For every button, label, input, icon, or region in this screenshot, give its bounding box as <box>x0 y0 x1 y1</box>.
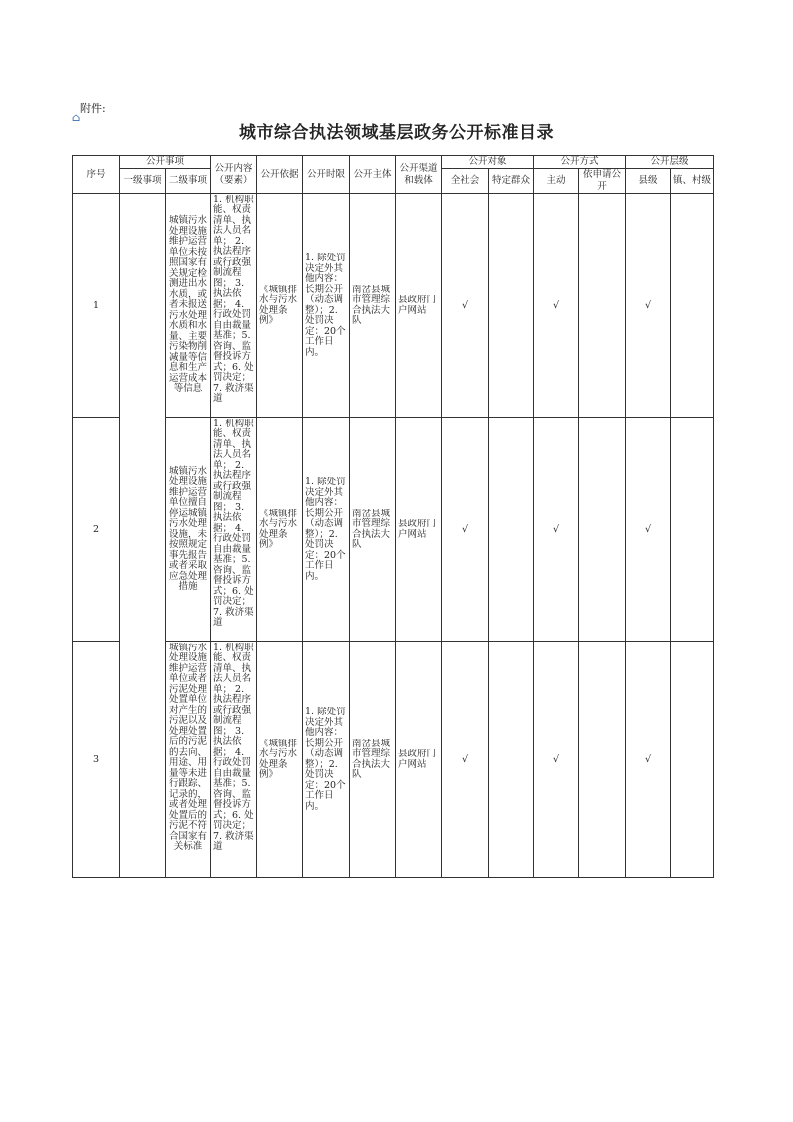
row-channel: 县政府门户网站 <box>398 519 437 540</box>
row-subject: 南岔县城市管理综合执法大队 <box>352 284 391 326</box>
row-time: 1. 除处罚决定外其他内容：长期公开（动态调整）；2. 处罚决定：20个工作日内。 <box>305 253 346 358</box>
header-target-group: 公开对象 <box>442 156 534 169</box>
row-county: √ <box>626 642 671 878</box>
row-basis: 《城镇排水与污水处理条例》 <box>259 284 298 326</box>
table-row <box>73 418 714 642</box>
row-county: √ <box>626 418 671 642</box>
row-content: 1. 机构职能、权责清单、执法人员名单； 2. 执法程序或行政强制流程图； 3. 执法依据； 4. 行政处罚自由裁量基准；5. 咨询、监督投诉方式；6. 处罚决定； 7. 救济渠道 <box>213 194 254 404</box>
row-all-society: √ <box>442 642 489 878</box>
home-icon: ⌂ <box>72 111 81 124</box>
header-mode-group: 公开方式 <box>534 156 626 169</box>
row-active: √ <box>534 642 579 878</box>
row-subject: 南岔县城市管理综合执法大队 <box>352 508 391 550</box>
row-basis: 《城镇排水与污水处理条例》 <box>259 508 298 550</box>
row-level1 <box>120 194 166 878</box>
header-subject: 公开主体 <box>350 156 396 194</box>
catalog-table <box>72 155 714 878</box>
header-level-group: 公开层级 <box>626 156 714 169</box>
page-title: 城市综合执法领域基层政务公开标准目录 <box>239 123 554 143</box>
row-active: √ <box>534 194 579 418</box>
attachment-label: 附件: <box>80 102 106 115</box>
row-level2: 城镇污水处理设施维护运营单位或者污泥处理处置单位对产生的污泥以及处理处置后的污泥的去向、用途、用量等未进行跟踪、记录的，或者处理处置后的污泥不符合国家有关标准 <box>169 642 208 852</box>
header-row-1 <box>73 156 714 169</box>
row-channel: 县政府门户网站 <box>398 749 437 770</box>
header-basis: 公开依据 <box>257 156 303 194</box>
row-channel: 县政府门户网站 <box>398 295 437 316</box>
header-time: 公开时限 <box>303 156 350 194</box>
row-county: √ <box>626 194 671 418</box>
table-row <box>73 194 714 418</box>
row-on-request <box>579 418 626 642</box>
header-channel: 公开渠道和载体 <box>396 156 442 194</box>
row-time: 1. 除处罚决定外其他内容：长期公开（动态调整）；2. 处罚决定：20个工作日内。 <box>305 707 346 812</box>
row-active: √ <box>534 418 579 642</box>
header-seq: 序号 <box>73 156 120 194</box>
row-level2: 城镇污水处理设施维护运营单位擅自停运城镇污水处理设施，未按照规定事先报告或者采取应急处理措施 <box>169 465 208 592</box>
row-town <box>671 418 714 642</box>
header-active: 主动 <box>534 169 579 194</box>
row-all-society: √ <box>442 418 489 642</box>
row-basis: 《城镇排水与污水处理条例》 <box>259 738 298 780</box>
row-specific <box>489 642 534 878</box>
header-all-society: 全社会 <box>442 169 489 194</box>
row-seq: 3 <box>73 642 120 878</box>
row-on-request <box>579 194 626 418</box>
header-level2: 二级事项 <box>166 169 211 194</box>
row-seq: 1 <box>73 194 120 418</box>
row-town <box>671 194 714 418</box>
row-subject: 南岔县城市管理综合执法大队 <box>352 738 391 780</box>
row-content: 1. 机构职能、权责清单、执法人员名单； 2. 执法程序或行政强制流程图； 3. 执法依据； 4. 行政处罚自由裁量基准；5. 咨询、监督投诉方式；6. 处罚决定； 7. 救济渠道 <box>213 642 254 852</box>
header-items-group: 公开事项 <box>120 156 211 169</box>
row-town <box>671 642 714 878</box>
header-town: 镇、村级 <box>671 169 714 194</box>
header-specific: 特定群众 <box>489 169 534 194</box>
row-level2: 城镇污水处理设施维护运营单位未按照国家有关规定检测进出水水质，或者未报送污水处理水质和水量、主要污染物削减量等信息和生产运营成本等信息 <box>169 215 208 395</box>
header-content: 公开内容（要素） <box>211 156 257 194</box>
row-specific <box>489 194 534 418</box>
header-level1: 一级事项 <box>120 169 166 194</box>
table-row <box>73 642 714 878</box>
header-on-request: 依申请公开 <box>579 169 626 194</box>
header-county: 县级 <box>626 169 671 194</box>
row-time: 1. 除处罚决定外其他内容：长期公开（动态调整）；2. 处罚决定：20个工作日内。 <box>305 477 346 582</box>
row-specific <box>489 418 534 642</box>
row-content: 1. 机构职能、权责清单、执法人员名单； 2. 执法程序或行政强制流程图； 3. 执法依据； 4. 行政处罚自由裁量基准；5. 咨询、监督投诉方式；6. 处罚决定； 7. 救济渠道 <box>213 418 254 628</box>
row-seq: 2 <box>73 418 120 642</box>
row-on-request <box>579 642 626 878</box>
row-all-society: √ <box>442 194 489 418</box>
